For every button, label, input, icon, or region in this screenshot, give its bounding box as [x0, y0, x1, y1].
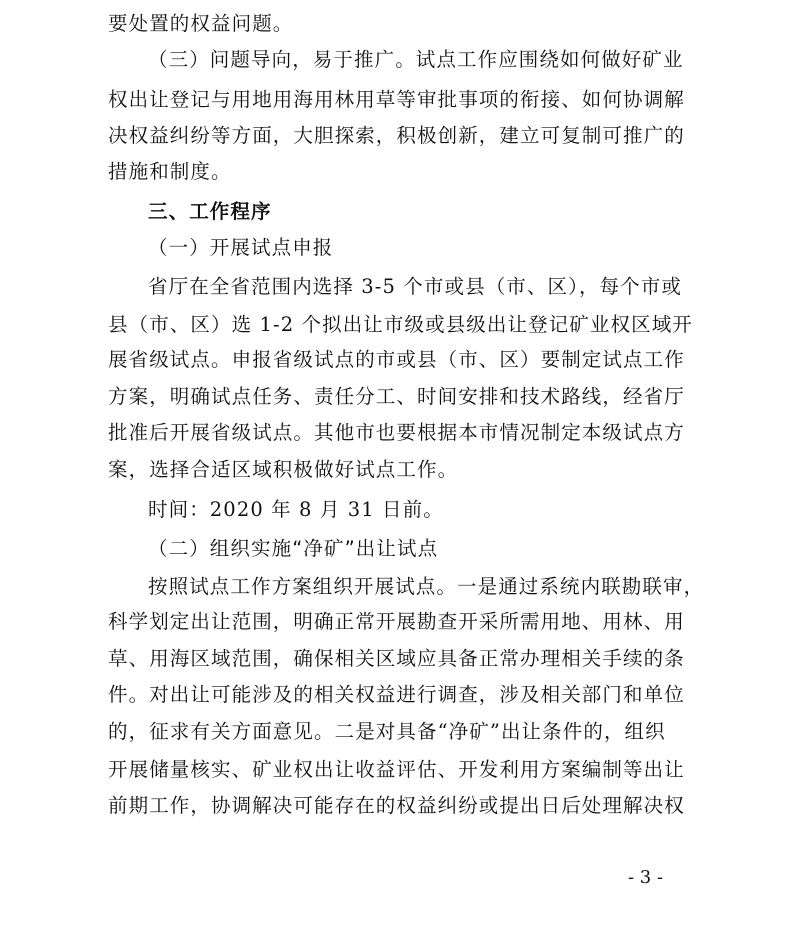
page-number: - 3 -	[628, 867, 664, 888]
text-line-2: （三）问题导向，易于推广。试点工作应围绕如何做好矿业	[148, 48, 684, 71]
text-line-16: 按照试点工作方案组织开展试点。一是通过系统内联勘联审，	[148, 575, 705, 598]
text-line-20: 的，征求有关方面意见。二是对具备“净矿”出让条件的，组织	[108, 720, 666, 743]
text-line-22: 前期工作，协调解决可能存在的权益纠纷或提出日后处理解决权	[108, 794, 685, 817]
text-line-3: 权出让登记与用地用海用林用草等审批事项的衔接、如何协调解	[108, 88, 685, 111]
time-line: 时间：2020 年 8 月 31 日前。	[148, 498, 444, 521]
text-line-8: 省厅在全省范围内选择 3-5 个市或县（市、区），每个市或	[148, 275, 682, 298]
text-line-4: 决权益纠纷等方面，大胆探索，积极创新，建立可复制可推广的	[108, 124, 685, 147]
text-line-10: 展省级试点。申报省级试点的市或县（市、区）要制定试点工作	[108, 348, 685, 371]
text-line-9: 县（市、区）选 1-2 个拟出让市级或县级出让登记矿业权区域开	[108, 313, 693, 336]
text-line-12: 批准后开展省级试点。其他市也要根据本市情况制定本级试点方	[108, 421, 685, 444]
text-line-11: 方案，明确试点任务、责任分工、时间安排和技术路线，经省厅	[108, 385, 685, 408]
text-line-1: 要处置的权益问题。	[108, 12, 294, 35]
text-line-13: 案，选择合适区域积极做好试点工作。	[108, 458, 459, 481]
text-line-21: 开展储量核实、矿业权出让收益评估、开发利用方案编制等出让	[108, 758, 685, 781]
subsection-heading-1: （一）开展试点申报	[148, 236, 334, 259]
text-line-19: 件。对出让可能涉及的相关权益进行调查，涉及相关部门和单位	[108, 683, 685, 706]
section-heading: 三、工作程序	[148, 200, 272, 223]
text-line-17: 科学划定出让范围，明确正常开展勘查开采所需用地、用林、用	[108, 610, 685, 633]
text-line-5: 措施和制度。	[108, 160, 232, 183]
subsection-heading-2: （二）组织实施“净矿”出让试点	[148, 537, 439, 560]
text-line-18: 草、用海区域范围，确保相关区域应具备正常办理相关手续的条	[108, 647, 685, 670]
